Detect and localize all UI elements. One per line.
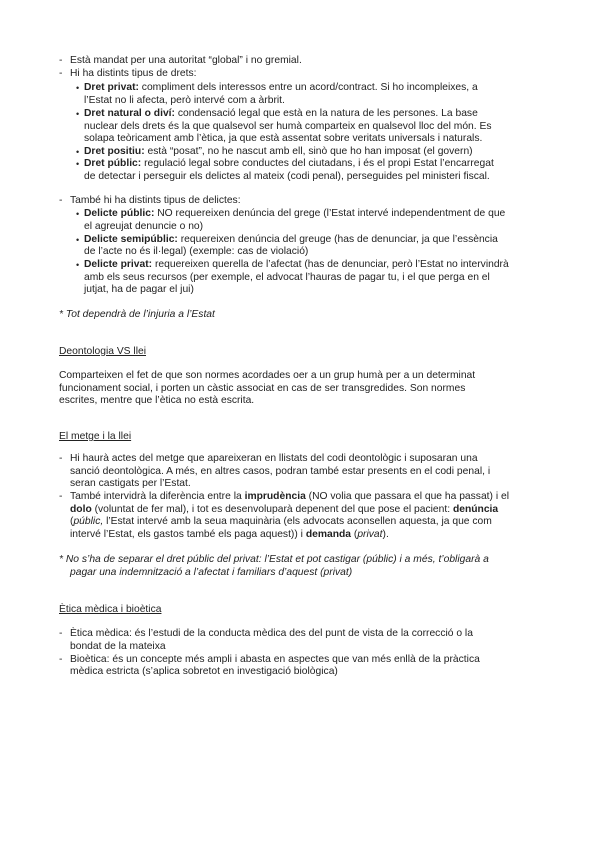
- term-label: Dret natural o diví:: [84, 108, 175, 119]
- dash-marker: -: [59, 453, 63, 464]
- italic-term: públic,: [73, 516, 104, 527]
- text-run: (voluntat de fer mal), i tot es desenvoluparà depenent del que pose el pacient:: [91, 504, 453, 515]
- term-label: Dret privat:: [84, 82, 139, 93]
- section-heading: El metge i la llei: [59, 431, 132, 442]
- bold-term: imprudència: [244, 491, 306, 502]
- list-item-dret-privat: [84, 82, 478, 94]
- term-text: requereixen denúncia del greuge (has de denunciar, ja que l’essència: [177, 234, 498, 245]
- text-line: Ètica mèdica: és l’estudi de la conducta mèdica des del punt de vista de la correcció o la: [70, 628, 473, 639]
- bullet-marker: •: [76, 260, 80, 270]
- text-line: [70, 529, 389, 541]
- bold-term: demanda: [305, 529, 352, 540]
- text-run: (: [351, 529, 358, 540]
- dash-marker: -: [59, 68, 63, 79]
- bullet-marker: •: [76, 159, 80, 169]
- list-item-delicte-public: [84, 208, 505, 220]
- text-line: jutjat, ha de pagar el jui): [84, 284, 194, 295]
- list-item-delicte-privat: [84, 259, 509, 271]
- dash-marker: -: [59, 491, 63, 502]
- bullet-marker: •: [76, 147, 80, 157]
- section-heading: Ètica mèdica i bioètica: [59, 604, 162, 615]
- term-label: Dret positiu:: [84, 146, 145, 157]
- dash-marker: -: [59, 654, 63, 665]
- footnote: * Tot dependrà de l’injuria a l’Estat: [59, 309, 215, 320]
- bold-term: denúncia: [452, 504, 499, 515]
- bullet-marker: •: [76, 209, 80, 219]
- text-line: el agreujat denuncie o no): [84, 221, 204, 232]
- term-label: Delicte semipúblic:: [84, 234, 178, 245]
- text-line: bondat de la mateixa: [70, 641, 166, 652]
- term-label: Delicte privat:: [84, 259, 153, 270]
- text-line: de l’acte no és il·legal) (exemple: cas de violació): [84, 246, 309, 257]
- text-run: l’Estat intervé amb la seua maquinària (els advocats aconsellen aquesta, ja que com: [103, 516, 492, 527]
- text-line: de detectar i perseguir els delictes al mateix (codi penal), perseguides pel ministeri fiscal.: [84, 171, 490, 182]
- term-text: NO requereixen denúncia del grege (l’Estat intervé independentment de que: [154, 208, 506, 219]
- list-item-delicte-semipublic: [84, 234, 498, 246]
- text-line: Està mandat per una autoritat “global” i no gremial.: [70, 55, 302, 66]
- term-text: condensació legal que està en la natura de les persones. La base: [174, 108, 478, 119]
- text-run: intervé l’Estat, els gastos també els paga aquest)) i: [70, 529, 306, 540]
- text-line: Bioètica: és un concepte més ampli i abasta en aspectes que van més enllà de la pràctica: [70, 654, 480, 665]
- footnote: pagar una indemnització a l’afectat i familiars d’aquest (privat): [70, 567, 353, 578]
- list-item-dret-public: [84, 158, 494, 170]
- text-run: També intervidrà la diferència entre la: [70, 491, 245, 502]
- text-line: [70, 516, 492, 528]
- bullet-marker: •: [76, 235, 80, 245]
- term-text: està “posat”, no he nascut amb ell, sinò que ho han imposat (el govern): [144, 146, 473, 157]
- dash-marker: -: [59, 55, 63, 66]
- text-line: nuclear dels drets és la que qualsevol ser humà comparteix en qualsevol lloc del món. Es: [84, 121, 492, 132]
- paragraph-line: escrites, mentre que l’ètica no està escrita.: [59, 395, 255, 406]
- term-text: regulació legal sobre conductes del ciutadans, i és el propi Estat l’encarregat: [141, 158, 494, 169]
- dash-marker: -: [59, 628, 63, 639]
- text-line: solapa teòricament amb l’ètica, ja que està assentat sobre veritats universals i naturals.: [84, 133, 483, 144]
- term-label: Dret públic:: [84, 158, 142, 169]
- text-run: (: [70, 516, 74, 527]
- text-line: mèdica estricta (s’aplica sobretot en investigació biològica): [70, 666, 338, 677]
- text-line: Hi haurà actes del metge que apareixeran en llistats del codi deontològic i suposaran una: [70, 453, 478, 464]
- text-line: seran castigats per l’Estat.: [70, 478, 191, 489]
- section-heading: Deontologia VS llei: [59, 346, 147, 357]
- term-label: Delicte públic:: [84, 208, 155, 219]
- list-item-dret-positiu: [84, 146, 473, 158]
- term-text: requereixen querella de l’afectat (has de denunciar, però l’Estat no intervindrà: [152, 259, 509, 270]
- text-line: Hi ha distints tipus de drets:: [70, 68, 197, 79]
- text-line: sanció deontològica. A més, en altres casos, podran també estar presents en el codi penal, i: [70, 466, 491, 477]
- footnote: * No s’ha de separar el dret públic del privat: l’Estat et pot castigar (públic) i a més, t’obligarà a: [59, 554, 489, 565]
- bullet-marker: •: [76, 83, 80, 93]
- italic-term: privat: [357, 529, 383, 540]
- bullet-marker: •: [76, 109, 80, 119]
- term-text: compliment dels interessos entre un acord/contract. Si ho incompleixes, a: [138, 82, 478, 93]
- text-line: amb els seus recursos (per exemple, el advocat l’hauras de pagar tu, i el que perga en el: [84, 272, 490, 283]
- text-run: ).: [382, 529, 389, 540]
- bold-term: dolo: [70, 504, 92, 515]
- dash-marker: -: [59, 195, 63, 206]
- list-item-dret-natural: [84, 108, 478, 120]
- text-line: l’Estat no li afecta, però intervé com a àrbrit.: [84, 95, 285, 106]
- text-line: [70, 504, 498, 516]
- text-line: [70, 491, 509, 503]
- text-run: (NO volia que passara el que ha passat) i el: [305, 491, 510, 502]
- paragraph-line: funcionament social, i porten un càstic associat en cas de ser transgredides. Son normes: [59, 383, 466, 394]
- paragraph-line: Comparteixen el fet de que son normes acordades oer a un grup humà per a un determinat: [59, 370, 476, 381]
- text-line: També hi ha distints tipus de delictes:: [70, 195, 241, 206]
